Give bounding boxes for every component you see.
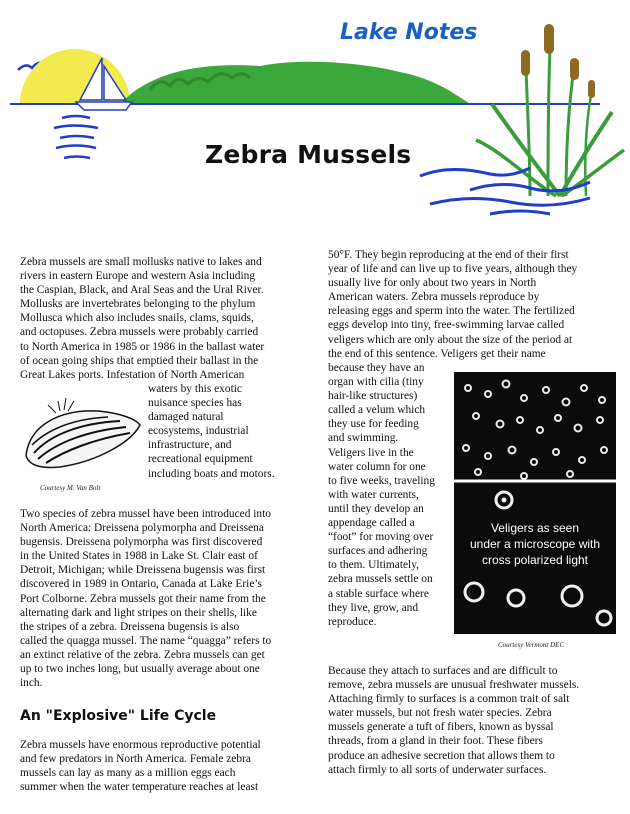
text-line: attach firmly to all sorts of underwater surfaces.	[328, 763, 547, 776]
text-line: hair-like structures)	[328, 390, 418, 403]
water-ripples-left	[54, 116, 98, 158]
caption-line: under a microscope with	[469, 537, 601, 551]
col1-paragraph-1-wrap	[148, 382, 316, 481]
text-line: Attaching firmly to surfaces is a common trait of salt	[328, 693, 570, 706]
text-line: Mollusca which also includes snails, clams, squids,	[20, 312, 254, 325]
text-line: nuisance species has	[148, 397, 242, 410]
text-line: surfaces and adhering	[328, 545, 428, 558]
text-line: Port Colborne. Zebra mussels got their name from the	[20, 592, 266, 605]
veliger-particles	[454, 372, 616, 634]
col2-paragraph-2	[328, 664, 620, 777]
water-ripples-right	[420, 168, 590, 214]
text-line: reproduce.	[328, 615, 377, 628]
col2-paragraph-1	[328, 248, 618, 361]
text-line: eggs develop into tiny, free-swimming larvae called	[328, 319, 565, 332]
text-line: because they have an	[328, 362, 425, 374]
text-line: they use for feeding	[328, 418, 419, 431]
text-line: Detroit, Michigan; while Dreissena bugensis was first	[20, 564, 266, 577]
text-line: the Caspian, Black, and Aral Seas and the Ural River.	[20, 284, 264, 297]
text-line: the stripes of a zebra. Dreissena bugensis is also	[20, 620, 240, 633]
text-line: water mussels, but not fresh water species. Zebra	[328, 707, 552, 720]
text-line: “foot” for moving over	[328, 531, 434, 544]
cattails-icon	[476, 24, 624, 196]
text-line: and swimming.	[328, 432, 399, 445]
text-line: appendage called a	[328, 517, 415, 530]
veliger-microscope-photo	[454, 372, 616, 634]
text-line: inch.	[20, 677, 43, 690]
caption-line: cross polarized light	[481, 553, 589, 567]
text-line: including boats and motors.	[148, 467, 275, 480]
text-line: Because they attach to surfaces and are difficult to	[328, 665, 558, 677]
microscope-credit: Courtesy Vermont DEC	[498, 641, 565, 649]
text-line: an extinct relative of the zebra. Zebra mussels can get	[20, 648, 265, 661]
text-line: to five weeks, traveling	[328, 474, 435, 487]
text-line: releasing eggs and sperm into the water. The fertilized	[328, 305, 575, 318]
microscope-caption	[454, 520, 616, 568]
text-line: called the quagga mussel. The name “quagga” refers to	[20, 634, 272, 647]
text-line: usually live for only about two years in North	[328, 277, 537, 290]
col1-paragraph-1	[20, 255, 316, 382]
text-line: mussels can lay as many as a million eggs each	[20, 767, 236, 780]
text-line: American waters. Zebra mussels reproduce by	[328, 291, 540, 304]
text-line: water column for one	[328, 460, 426, 473]
caption-line: Veligers as seen	[490, 521, 580, 535]
text-line: and few predators in North America. Female zebra	[20, 753, 251, 766]
text-line: infrastructure, and	[148, 439, 232, 452]
col2-paragraph-1-wrap	[328, 361, 452, 629]
text-line: Veligers live in the	[328, 446, 414, 459]
text-line: in the United States in 1988 in Lake St. Clair east of	[20, 550, 258, 563]
col1-paragraph-3	[20, 738, 320, 794]
text-line: zebra mussels settle on	[328, 573, 433, 586]
text-line: and octopuses. Zebra mussels were probably carried	[20, 326, 259, 339]
section-heading: An "Explosive" Life Cycle	[20, 708, 217, 724]
text-line: Great Lakes ports. Infestation of North American	[20, 368, 245, 381]
text-line: of ocean going ships that emptied their ballast in the	[20, 354, 259, 367]
text-line: 50°F. They begin reproducing at the end of their first	[328, 249, 569, 261]
zebra-mussel-illustration	[20, 395, 144, 477]
text-line: produce an adhesive secretion that allows them to	[328, 749, 555, 762]
text-line: threads, from a gland in their foot. These fibers	[328, 735, 543, 748]
text-line: up to two inches long, but usually average about one	[20, 663, 260, 676]
text-line: mussels generate a tuft of fibers, known as byssal	[328, 721, 554, 734]
text-line: Two species of zebra mussel have been introduced into	[20, 508, 271, 520]
text-line: Mollusks are invertebrates belonging to the phylum	[20, 298, 256, 311]
text-line: until they develop an	[328, 502, 424, 515]
text-line: Zebra mussels are small mollusks native to lakes and	[20, 256, 262, 268]
text-line: summer when the water temperature reaches at least	[20, 781, 259, 794]
text-line: alternating dark and light stripes on their shells, like	[20, 606, 257, 619]
text-line: called a velum which	[328, 404, 426, 417]
text-line: the end of this sentence. Veligers get their name	[328, 347, 546, 360]
text-line: Zebra mussels have enormous reproductive potential	[20, 739, 261, 751]
text-line: to them. Ultimately,	[328, 559, 420, 572]
text-line: veligers which are only about the size of the period at	[328, 333, 573, 346]
text-line: damaged natural	[148, 411, 224, 424]
text-line: remove, zebra mussels are unusual freshwater mussels.	[328, 679, 580, 692]
text-line: they live, grow, and	[328, 601, 419, 614]
text-line: waters by this exotic	[148, 383, 242, 395]
series-title: Lake Notes	[340, 20, 478, 45]
text-line: rivers in eastern Europe and western Asia including	[20, 270, 256, 283]
text-line: North America: Dreissena polymorpha and Dreissena	[20, 522, 264, 535]
col1-paragraph-2	[20, 507, 320, 690]
text-line: a stable surface where	[328, 587, 429, 600]
text-line: ecosystems, industrial	[148, 425, 249, 438]
text-line: organ with cilia (tiny	[328, 376, 424, 389]
text-line: with water currents,	[328, 488, 419, 501]
text-line: bugensis. Dreissena polymorpha was first discovered	[20, 536, 263, 549]
header-illustration	[0, 0, 630, 230]
page-title: Zebra Mussels	[205, 140, 412, 169]
text-line: discovered in 1989 in Ontario, Canada at Lake Erie’s	[20, 578, 262, 591]
text-line: recreational equipment	[148, 453, 253, 466]
mussel-credit: Courtesy M. Van Bolt	[40, 484, 101, 492]
text-line: year of life and can live up to five years, although they	[328, 263, 578, 276]
text-line: to North America in 1985 or 1986 in the ballast water	[20, 340, 265, 353]
